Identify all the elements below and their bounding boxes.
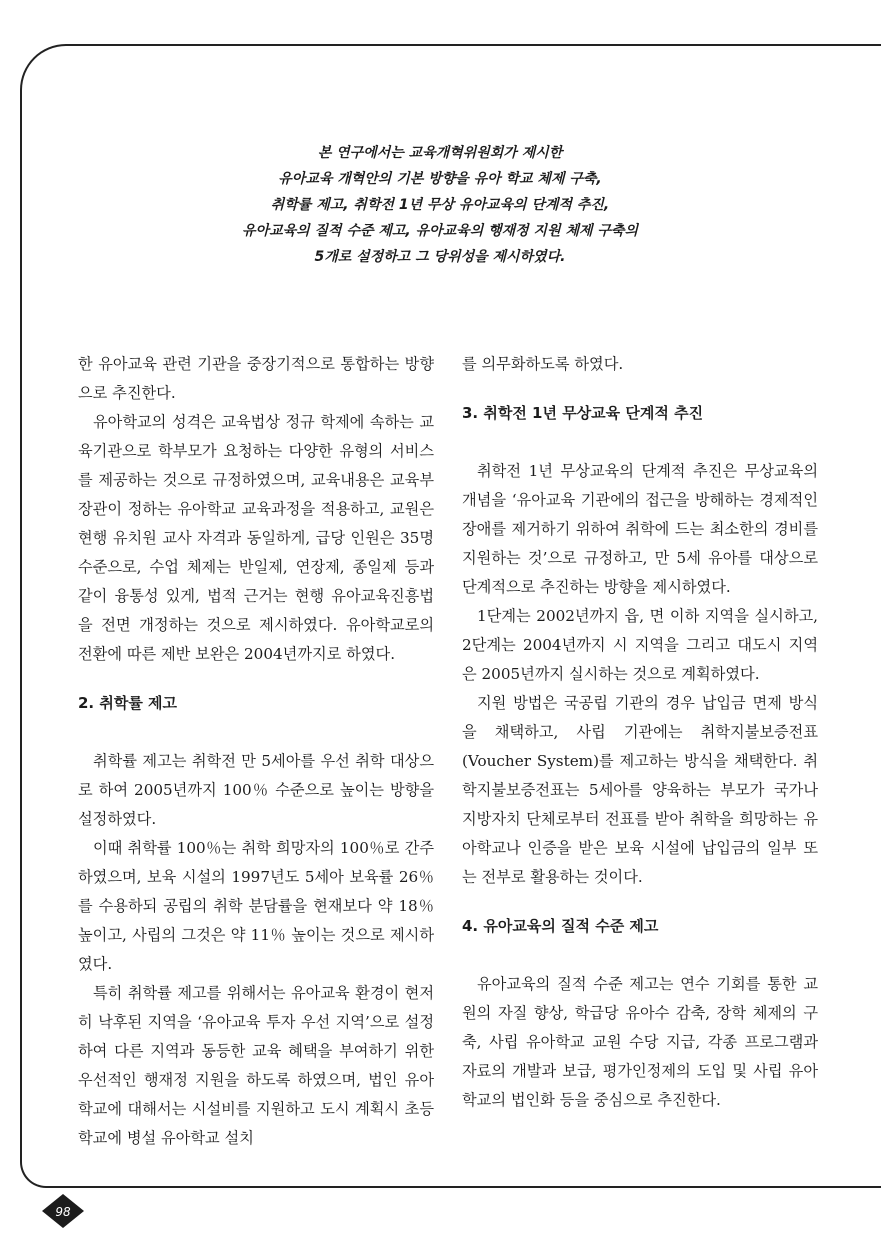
paragraph: 이때 취학률 100％는 취학 희망자의 100％로 간주하였으며, 보육 시설의 1997년도 5세아 보육률 26％를 수용하되 공립의 취학 분담률을 현재보다 약 18％ 높이고, 사립의 그것은 약 11％ 높이는 것으로 제시하였다.	[78, 839, 434, 973]
abstract-line: 5개로 설정하고 그 당위성을 제시하였다.	[314, 249, 566, 265]
paragraph: 1단계는 2002년까지 읍, 면 이하 지역을 실시하고, 2단계는 2004년까지 시 지역을 그리고 대도시 지역은 2005년까지 실시하는 것으로 계획하였다.	[462, 607, 818, 683]
right-column	[462, 350, 818, 1115]
page-number: 98	[55, 1205, 71, 1219]
paragraph: 지원 방법은 국공립 기관의 경우 납입금 면제 방식을 채택하고, 사립 기관에는 취학지불보증전표(Voucher System)를 제고하는 방식을 채택한다. 취학지불보증전표는 5세아를 양육하는 부모가 국가나 지방자치 단체로부터 전표를 받아 취학을 희망하는 유아학교나 인증을 받은 보육 시설에 납입금의 일부 또는 전부로 활용하는 것이다.	[462, 694, 818, 886]
abstract-box	[140, 140, 740, 270]
paragraph: 취학전 1년 무상교육의 단계적 추진은 무상교육의 개념을 ‘유아교육 기관에의 접근을 방해하는 경제적인 장애를 제거하기 위하여 취학에 드는 최소한의 경비를 지원하는 것’으로 규정하고, 만 5세 유아를 대상으로 단계적으로 추진하는 방향을 제시하였다.	[462, 462, 818, 596]
section-heading-4: 4. 유아교육의 질적 수준 제고	[462, 917, 659, 935]
section-heading-2: 2. 취학률 제고	[78, 694, 178, 712]
paragraph: 유아학교의 성격은 교육법상 정규 학제에 속하는 교육기관으로 학부모가 요청하는 다양한 유형의 서비스를 제공하는 것으로 규정하였으며, 교육내용은 교육부 장관이 정하는 유아학교 교육과정을 적용하고, 교원은 현행 유치원 교사 자격과 동일하게, 급당 인원은 35명 수준으로, 수업 체제는 반일제, 연장제, 종일제 등과 같이 융통성 있게, 법적 근거는 현행 유아교육진흥법을 전면 개정하는 것으로 제시하였다. 유아학교로의 전환에 따른 제반 보완은 2004년까지로 하였다.	[78, 413, 434, 663]
paragraph: 유아교육의 질적 수준 제고는 연수 기회를 통한 교원의 자질 향상, 학급당 유아수 감축, 장학 체제의 구축, 사립 유아학교 교원 수당 지급, 각종 프로그램과 자료의 개발과 보급, 평가인정제의 도입 및 사립 유아학교의 법인화 등을 중심으로 추진한다.	[462, 975, 818, 1109]
abstract-line: 유아교육 개혁안의 기본 방향을 유아 학교 체제 구축,	[278, 171, 602, 187]
paragraph: 를 의무화하도록 하였다.	[462, 355, 624, 373]
paragraph: 특히 취학률 제고를 위해서는 유아교육 환경이 현저히 낙후된 지역을 ‘유아교육 투자 우선 지역’으로 설정하여 다른 지역과 동등한 교육 혜택을 부여하기 위한 우선적인 행재정 지원을 하도록 하였으며, 법인 유아학교에 대해서는 시설비를 지원하고 도시 계획시 초등학교에 병설 유아학교 설치	[78, 984, 434, 1147]
paragraph: 한 유아교육 관련 기관을 중장기적으로 통합하는 방향으로 추진한다.	[78, 355, 434, 402]
page-number-badge	[37, 1191, 89, 1231]
abstract-line: 본 연구에서는 교육개혁위원회가 제시한	[317, 145, 563, 161]
abstract-line: 취학률 제고, 취학전 1년 무상 유아교육의 단계적 추진,	[270, 197, 610, 213]
paragraph: 취학률 제고는 취학전 만 5세아를 우선 취학 대상으로 하여 2005년까지 100％ 수준으로 높이는 방향을 설정하였다.	[78, 752, 434, 828]
section-heading-3: 3. 취학전 1년 무상교육 단계적 추진	[462, 404, 704, 422]
left-column	[78, 350, 434, 1153]
abstract-line: 유아교육의 질적 수준 제고, 유아교육의 행재정 지원 체제 구축의	[242, 223, 638, 239]
